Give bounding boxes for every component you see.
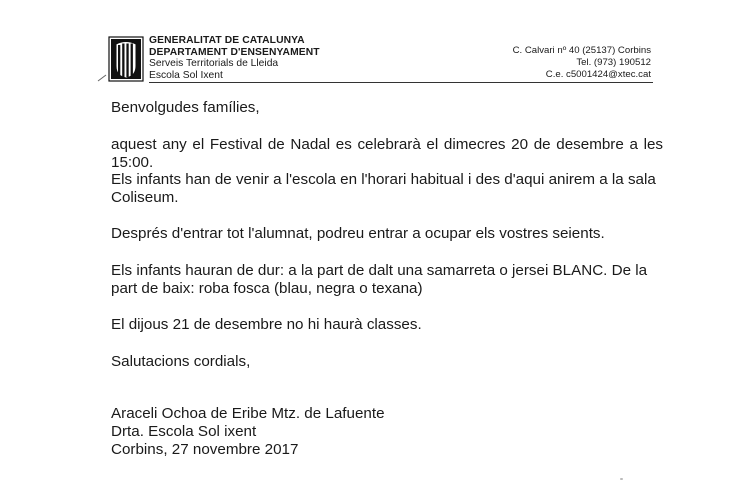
dress-code-paragraph: Els infants hauran de dur: a la part de dalt una samarreta o jersei BLANC. De la part de baix: roba fosca (blau, negra o texana): [111, 262, 648, 297]
org-name: GENERALITAT DE CATALUNYA: [149, 35, 305, 46]
department-name: DEPARTAMENT D'ENSENYAMENT: [149, 46, 320, 58]
logo-tick-mark-icon: [97, 74, 107, 82]
no-classes-paragraph: El dijous 21 de desembre no hi haurà classes.: [111, 316, 422, 333]
seats-paragraph: Després d'entrar tot l'alumnat, podreu entrar a ocupar els vostres seients.: [111, 225, 605, 242]
school-name: Escola Sol Ixent: [149, 69, 223, 81]
place-and-date: Corbins, 27 novembre 2017: [111, 440, 299, 458]
organization-block: [149, 35, 320, 81]
arrival-paragraph: Els infants han de venir a l'escola en l'horari habitual i des d'aqui anirem a la sala Coliseum.: [111, 171, 656, 206]
school-email: C.e. c5001424@xtec.cat: [545, 68, 651, 80]
closing-line: Salutacions cordials,: [111, 353, 251, 370]
signature-block: [111, 405, 385, 458]
generalitat-logo-icon: [108, 36, 144, 82]
signer-role: Drta. Escola Sol ixent: [111, 422, 257, 440]
festival-paragraph: aquest any el Festival de Nadal es celebrarà el dimecres 20 de desembre a les 15:00.: [111, 136, 663, 171]
contact-block: [513, 45, 651, 80]
school-phone: Tel. (973) 190512: [576, 56, 651, 68]
scan-speck: [620, 478, 623, 480]
letterhead-divider: [149, 82, 653, 83]
school-address: C. Calvari nº 40 (25137) Corbins: [512, 45, 651, 56]
signer-name: Araceli Ochoa de Eribe Mtz. de Lafuente: [111, 405, 385, 422]
territorial-service: Serveis Territorials de Lleida: [149, 58, 279, 70]
greeting: Benvolgudes famílies,: [111, 99, 260, 116]
